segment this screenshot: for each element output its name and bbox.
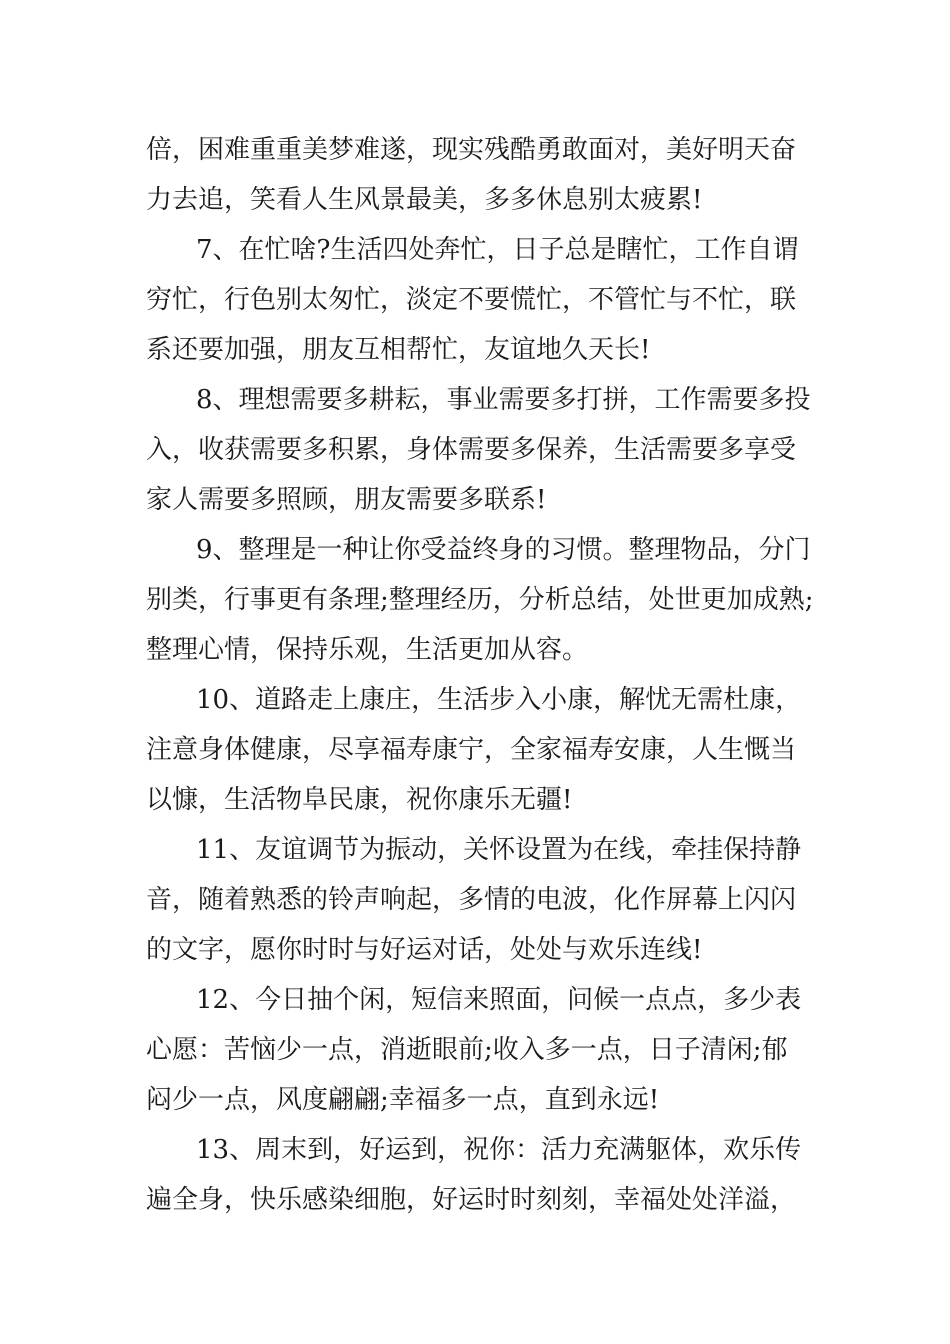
text-line: 穷忙，行色别太匆忙，淡定不要慌忙，不管忙与不忙，联 (146, 285, 797, 315)
paragraph-9-first-line: 9、整理是一种让你受益终身的习惯。整理物品，分门 (196, 535, 811, 565)
text-line: 倍，困难重重美梦难遂，现实残酷勇敢面对，美好明天奋 (146, 135, 797, 165)
text-line: 整理心情，保持乐观，生活更加从容。 (146, 635, 589, 665)
text-line: 别类，行事更有条理;整理经历，分析总结，处世更加成熟; (146, 585, 814, 615)
text-line: 系还要加强，朋友互相帮忙，友谊地久天长! (146, 335, 651, 365)
text-line: 闷少一点，风度翩翩;幸福多一点，直到永远! (146, 1085, 660, 1115)
paragraph-13-first-line: 13、周末到，好运到，祝你：活力充满躯体，欢乐传 (196, 1135, 802, 1165)
paragraph-11-first-line: 11、友谊调节为振动，关怀设置为在线，牵挂保持静 (196, 835, 802, 865)
text-line: 的文字，愿你时时与好运对话，处处与欢乐连线! (146, 935, 703, 965)
text-line: 注意身体健康，尽享福寿康宁，全家福寿安康，人生慨当 (146, 735, 797, 765)
text-line: 音，随着熟悉的铃声响起，多情的电波，化作屏幕上闪闪 (146, 885, 797, 915)
text-line: 遍全身，快乐感染细胞，好运时时刻刻，幸福处处洋溢， (146, 1185, 797, 1215)
paragraph-8-first-line: 8、理想需要多耕耘，事业需要多打拼，工作需要多投 (196, 385, 811, 415)
text-line: 力去追，笑看人生风景最美，多多休息别太疲累! (146, 185, 703, 215)
paragraph-7-first-line: 7、在忙啥?生活四处奔忙，日子总是瞎忙，工作自谓 (196, 235, 799, 265)
paragraph-12-first-line: 12、今日抽个闲，短信来照面，问候一点点，多少表 (196, 985, 802, 1015)
text-line: 家人需要多照顾，朋友需要多联系! (146, 485, 547, 515)
text-line: 入，收获需要多积累，身体需要多保养，生活需要多享受 (146, 435, 797, 465)
paragraph-10-first-line: 10、道路走上康庄，生活步入小康，解忧无需杜康， (196, 685, 802, 715)
text-line: 心愿：苦恼少一点，消逝眼前;收入多一点，日子清闲;郁 (146, 1035, 788, 1065)
text-line: 以慷，生活物阜民康，祝你康乐无疆! (146, 785, 573, 815)
